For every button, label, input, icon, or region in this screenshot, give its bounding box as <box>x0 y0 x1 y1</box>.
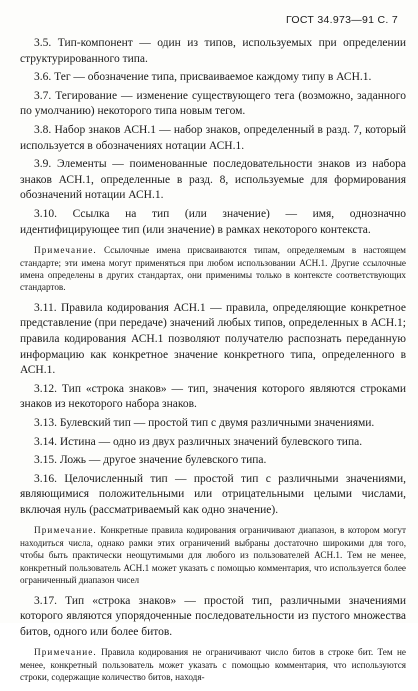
paragraph-3-5: 3.5. Тип-компонент — один из типов, используемых при определении структурированного типа. <box>20 37 406 65</box>
note-1-text: Ссылочные имена присваиваются типам, определяемым в настоящем стандарте; эти имена могут применяться при любом использовании АСН.1. Другие ссылочные имена определены в других стандартах, они применимы только в контексте соответствующих стандартов. <box>20 245 406 293</box>
paragraph-3-16: 3.16. Целочисленный тип — простой тип с различными значениями, являющимися положительными или отрицательными целыми числами, включая нуль (рассматриваемый как одно значение). <box>20 472 406 516</box>
note-1-label: Примечание. <box>34 245 97 256</box>
page-header: ГОСТ 34.973—91 С. 7 <box>286 14 398 26</box>
note-2-label: Примечание. <box>34 525 97 536</box>
paragraph-3-17: 3.17. Тип «строка знаков» — простой тип, различными значениями которого являются упорядоченные последовательности из пустого множества битов, одного или более битов. <box>20 594 406 638</box>
note-2 <box>20 524 406 586</box>
document-body <box>20 36 406 691</box>
note-2-text: Конкретные правила кодирования ограничивают диапазон, в котором могут находиться числа, однако рамки этих ограничений выбраны достаточно широкими для того, чтобы быть практически неощутимыми для любого из пользователей АСН.1. Тем не менее, конкретный пользователь АСН.1 может указать с помощью комментария, что используется более ограниченный диапазон чисел <box>20 525 406 586</box>
paragraph-3-7: 3.7. Тегирование — изменение существующего тега (возможно, заданного по умолчанию) некоторого типа новым тегом. <box>20 89 406 118</box>
paragraph-3-9: 3.9. Элементы — поименованные последовательности знаков из набора знаков АСН.1, определенные в разд. 8, используемые для формирования обозначений нотации АСН.1. <box>20 158 406 202</box>
note-1 <box>20 244 406 294</box>
paragraph-3-10: 3.10. Ссылка на тип (или значение) — имя, однозначно идентифицирующее тип (или значение) в рамках некоторого контекста. <box>20 207 406 236</box>
note-3 <box>20 646 406 683</box>
paragraph-3-13: 3.13. Булевский тип — простой тип с двумя различными значениями. <box>34 416 375 429</box>
note-3-label: Примечание. <box>34 647 97 658</box>
paragraph-3-6: 3.6. Тег — обозначение типа, присваиваемое каждому типу в АСН.1. <box>34 71 372 84</box>
paragraph-3-15: 3.15. Ложь — другое значение булевского типа. <box>34 454 267 467</box>
paragraph-3-8: 3.8. Набор знаков АСН.1 — набор знаков, определенный в разд. 7, который используется в обозначениях нотации АСН.1. <box>20 123 406 152</box>
paragraph-3-12: 3.12. Тип «строка знаков» — тип, значения которого являются строками знаков из некоторого набора знаков. <box>20 382 406 411</box>
paragraph-3-14: 3.14. Истина — одно из двух различных значений булевского типа. <box>34 435 363 448</box>
note-3-text: Правила кодирования не ограничивают число битов в строке бит. Тем не менее, конкретный пользователь может указать с помощью комментария, что используются строки, содержащие количество битов, находя- <box>20 647 406 683</box>
paragraph-3-11: 3.11. Правила кодирования АСН.1 — правила, определяющие конкретное представление (при передаче) значений любых типов, определенных в АСН.1; правила кодирования АСН.1 позволяют получателю распознать переданную информацию как конкретное значение конкретного типа, определенного в АСН.1. <box>20 301 406 377</box>
